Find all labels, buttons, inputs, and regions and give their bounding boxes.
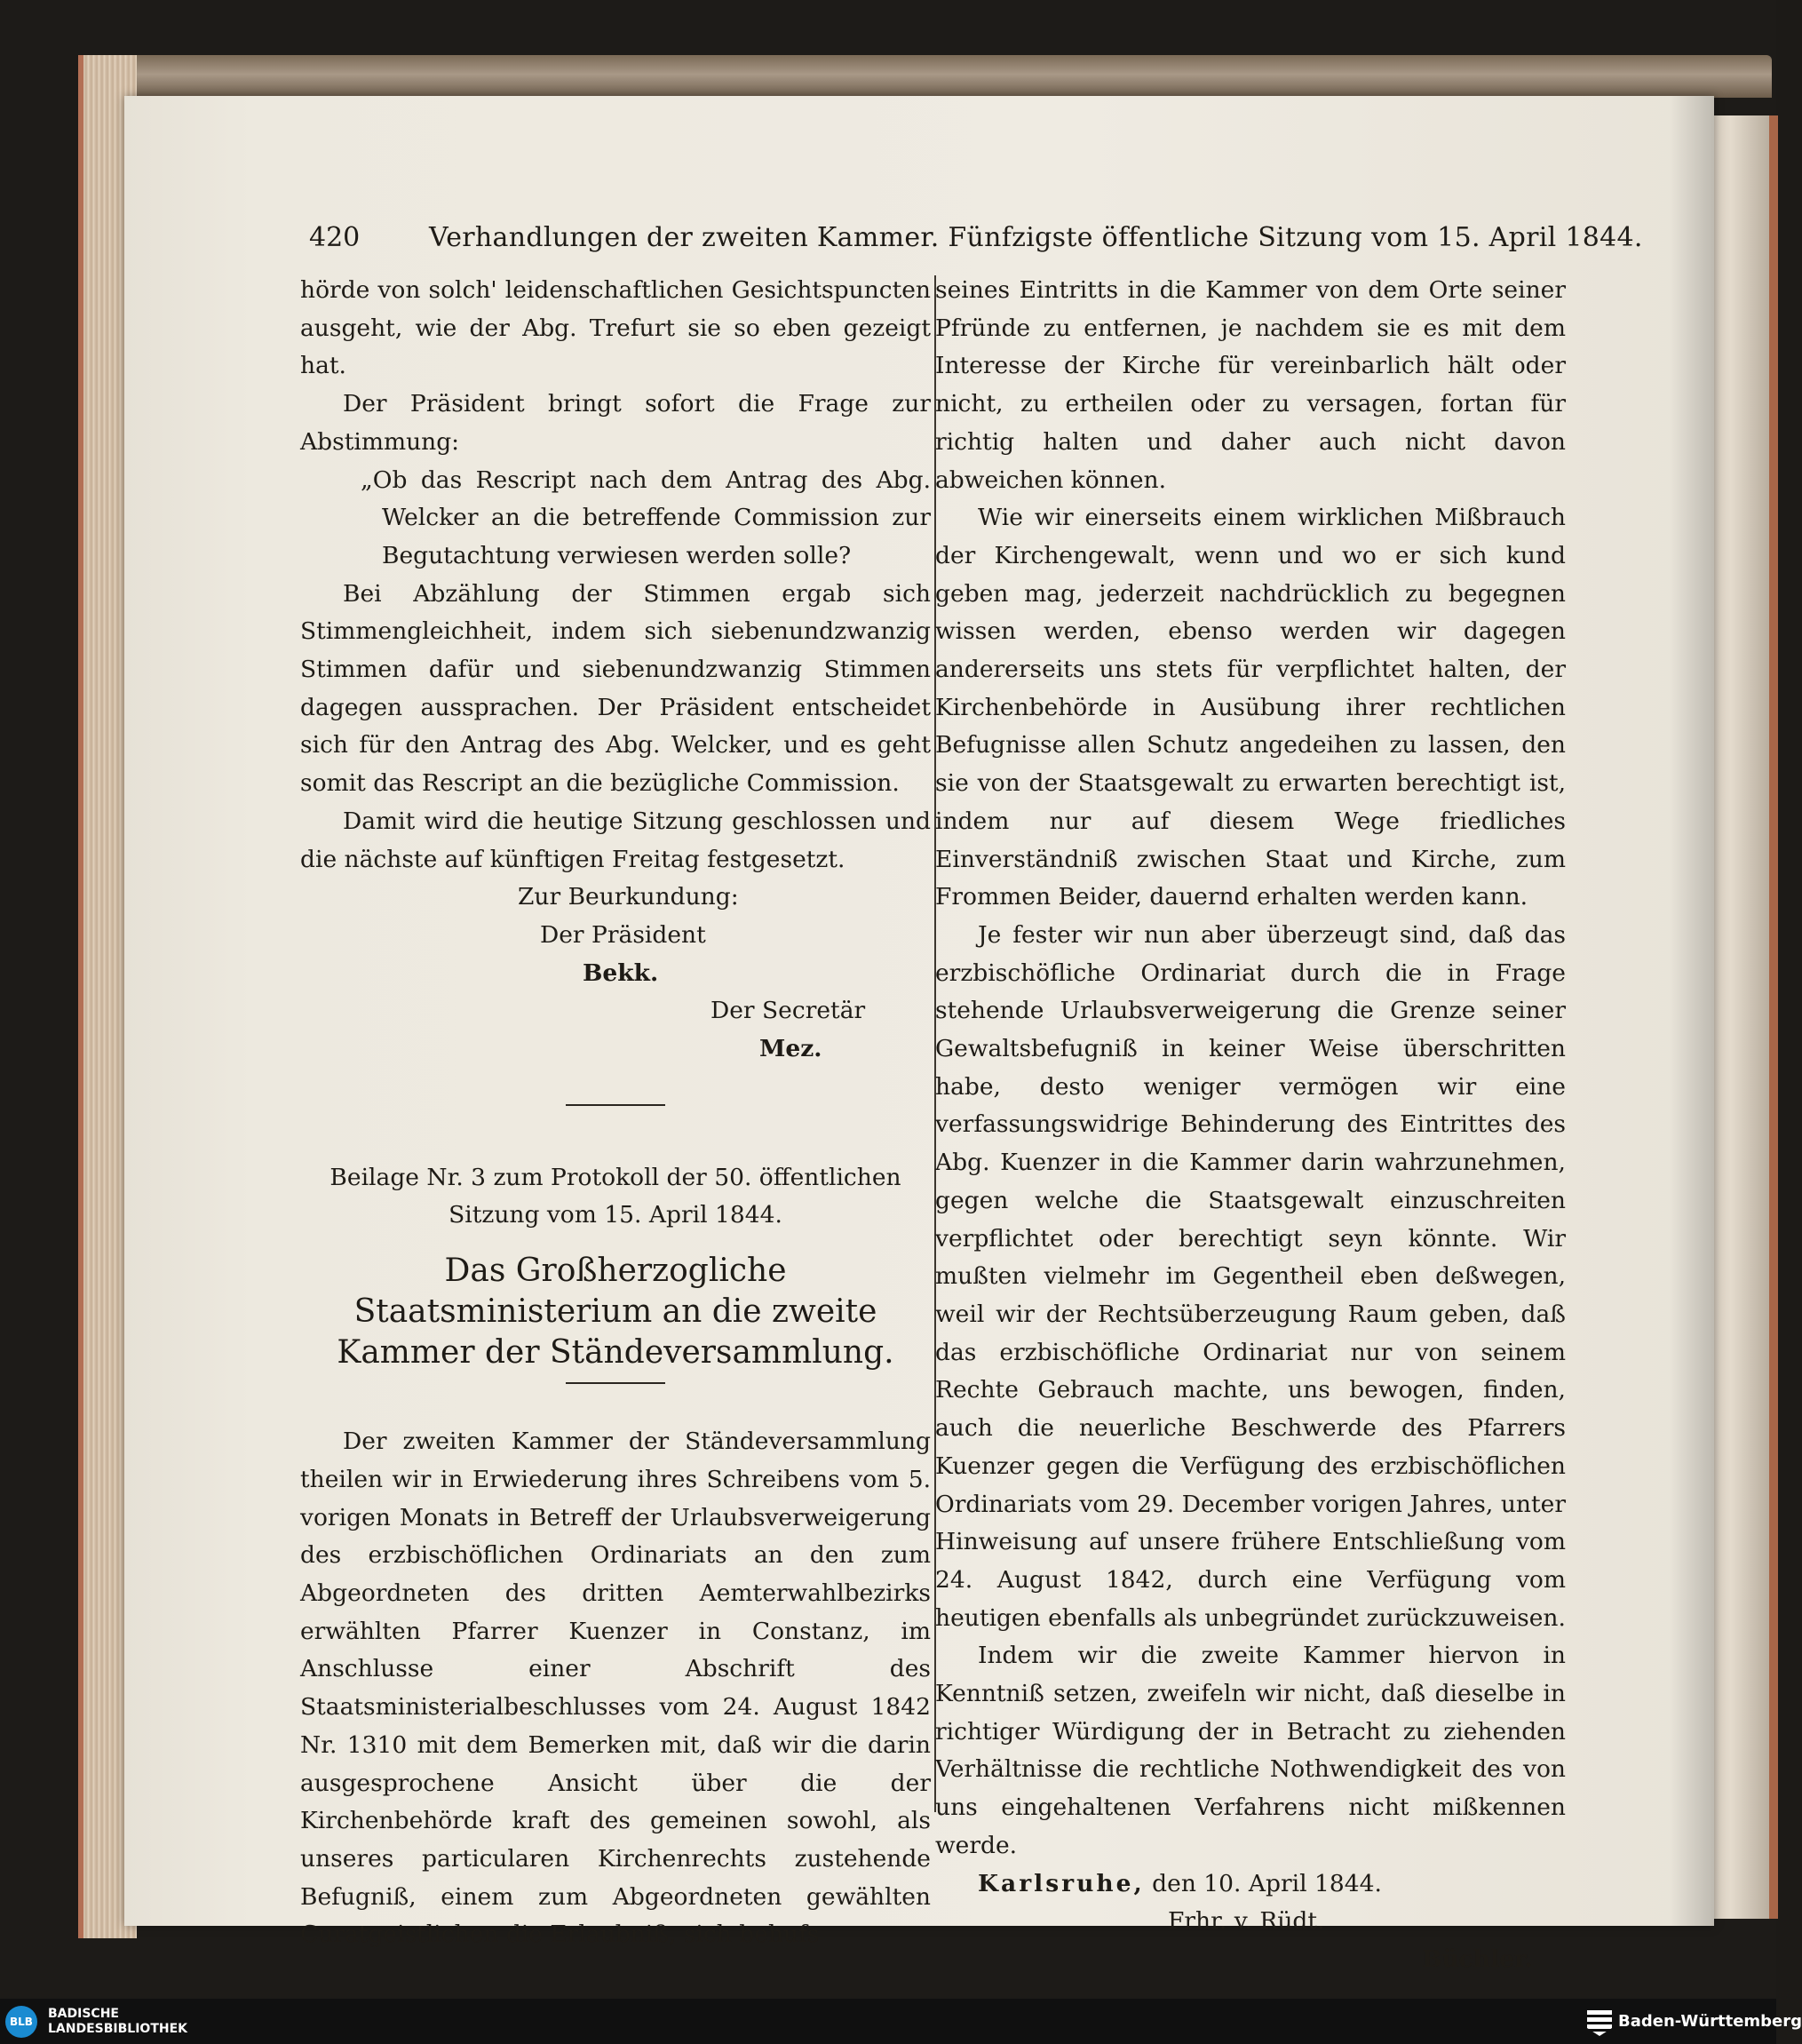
paragraph: hörde von solch' leidenschaftlichen Gesichtspuncten ausgeht, wie der Abg. Trefurt sie so eben gezeigt hat. — [300, 276, 931, 380]
section-divider — [566, 1104, 665, 1106]
institution-line: BADISCHE — [48, 2007, 119, 2021]
page-number: 420 — [309, 222, 361, 253]
left-column — [300, 272, 931, 1954]
signature-role: Der Secretär — [710, 997, 866, 1025]
place: Karlsruhe, — [978, 1869, 1145, 1897]
signature-name: Büchler. — [1422, 1945, 1533, 1973]
page-header — [309, 222, 1643, 263]
page-fold-shadow — [1670, 96, 1714, 1926]
signature-intro: Zur Beurkundung: — [518, 883, 739, 911]
section-heading: Das Großherzogliche Staatsministerium an die zweite Kammer der Ständeversammlung. — [337, 1253, 894, 1372]
date: den 10. April 1844. — [1152, 1869, 1382, 1897]
place-date-line — [935, 1865, 1566, 1904]
book-page-stack-right — [1705, 115, 1778, 1919]
section-divider — [566, 1382, 665, 1384]
paragraph: seines Eintritts in die Kammer von dem Orte seiner Pfründe zu entfernen, je nachdem sie es mit dem Interesse der Kirche für vereinbarlich hält oder nicht, zu ertheilen oder zu versagen, fortan für richtig halten und daher auch nicht davon abweichen können. — [935, 276, 1566, 494]
paragraph: Indem wir die zweite Kammer hiervon in Kenntniß setzen, zweifeln wir nicht, daß dieselbe in richtiger Würdigung der in Betracht zu ziehenden Verhältnisse die rechtliche Nothwendigkeit des von uns eingehaltenen Verfahrens nicht mißkennen werde. — [935, 1642, 1566, 1859]
paragraph: Je fester wir nun aber überzeugt sind, daß das erzbischöfliche Ordinariat durch die in Frage stehende Urlaubsverweigerung die Grenze seiner Gewaltsbefugniß in keiner Weise überschritten habe, desto weniger vermögen wir eine verfassungswidrige Behinderung des Eintrittes des Abg. Kuenzer in die Kammer darin wahrzunehmen, gegen welche die Staatsgewalt einzuschreiten verpflichtet oder berechtigt seyn könnte. Wir mußten vielmehr im Gegentheil eben deßwegen, weil wir der Rechtsüberzeugung Raum geben, daß das erzbischöfliche Ordinariat nur von seinem Rechte Gebrauch machte, uns bewogen, finden, auch die neuerliche Beschwerde des Pfarrers Kuenzer gegen die Verfügung des erzbischöflichen Ordinariats vom 29. December vorigen Jahres, unter Hinweisung auf unsere frühere Entschließung vom 24. August 1842, durch eine Verfügung vom heutigen ebenfalls als unbegründet zurückzuweisen. — [935, 920, 1566, 1632]
running-head: Verhandlungen der zweiten Kammer. Fünfzigste öffentliche Sitzung vom 15. April 1844. — [429, 222, 1643, 253]
paragraph: Wie wir einerseits einem wirklichen Mißbrauch der Kirchengewalt, wenn und wo er sich kund geben mag, jederzeit nachdrücklich zu begegnen wissen werden, ebenso werden wir dagegen andererseits uns stets für verpflichtet halten, der Kirchenbehörde in Ausübung ihrer rechtlichen Befugnisse allen Schutz angedeihen zu lassen, den sie von der Staatsgewalt zu erwarten berechtigt ist, indem nur auf diesem Wege friedliches Einverständniß zwischen Staat und Kirche, zum Frommen Beider, dauernd erhalten werden kann. — [935, 504, 1566, 911]
institution-line: LANDESBIBLIOTHEK — [48, 2022, 188, 2036]
paragraph: Bei Abzählung der Stimmen ergab sich Stimmengleichheit, indem sich siebenundzwanzig Stimmen dafür und siebenundzwanzig Stimmen dagegen aussprachen. Der Präsident entscheidet sich für den Antrag des Abg. Welcker, und es geht somit das Rescript an die bezügliche Commission. — [300, 579, 931, 798]
paragraph: Der zweiten Kammer der Ständeversammlung theilen wir in Erwiederung ihres Schreibens vom 5. vorigen Monats in Betreff der Urlaubsverweigerung des erzbischöflichen Ordinariats an den zum Abgeordneten des dritten Aemterwahlbezirks erwählten Pfarrer Kuenzer in Constanz, im Anschlusse einer Abschrift des Staatsministerialbeschlusses vom 24. August 1842 Nr. 1310 mit dem Bemerken mit, daß wir die darin ausgesprochene Ansicht über die der Kirchenbehörde kraft des gemeinen sowohl, als unseres particularen Kirchenrechts zustehende Befugniß, einem zum Abgeordneten gewählten Curatgeistlichen die Erlaubniß, sich behufs — [300, 1428, 931, 1949]
institution-name[interactable] — [48, 2007, 243, 2037]
blb-logo-icon[interactable]: BLB — [5, 2006, 37, 2038]
paragraph: Der Präsident bringt sofort die Frage zur Abstimmung: — [300, 390, 931, 456]
right-column — [935, 272, 1566, 1979]
state-coat-of-arms-icon — [1587, 2009, 1612, 2036]
viewer-footer — [0, 1999, 1802, 2044]
signature-name: Frhr. v. Rüdt. — [1168, 1907, 1325, 1936]
quoted-question: „Ob das Rescript nach dem Antrag des Abg. Welcker an die betreffende Commission zur Begutachtung verwiesen werden solle? — [361, 465, 931, 569]
appendix-caption: Beilage Nr. 3 zum Protokoll der 50. öffentlichen Sitzung vom 15. April 1844. — [329, 1163, 901, 1229]
paragraph: Damit wird die heutige Sitzung geschlossen und die nächste auf künftigen Freitag festgesetzt. — [300, 807, 931, 873]
signature-role: Der Präsident — [540, 920, 706, 949]
signature-name: Mez. — [759, 1035, 822, 1063]
book-top-edge — [80, 55, 1772, 98]
state-name[interactable]: Baden-Württemberg — [1618, 2012, 1802, 2031]
signature-name: Bekk. — [583, 958, 659, 987]
